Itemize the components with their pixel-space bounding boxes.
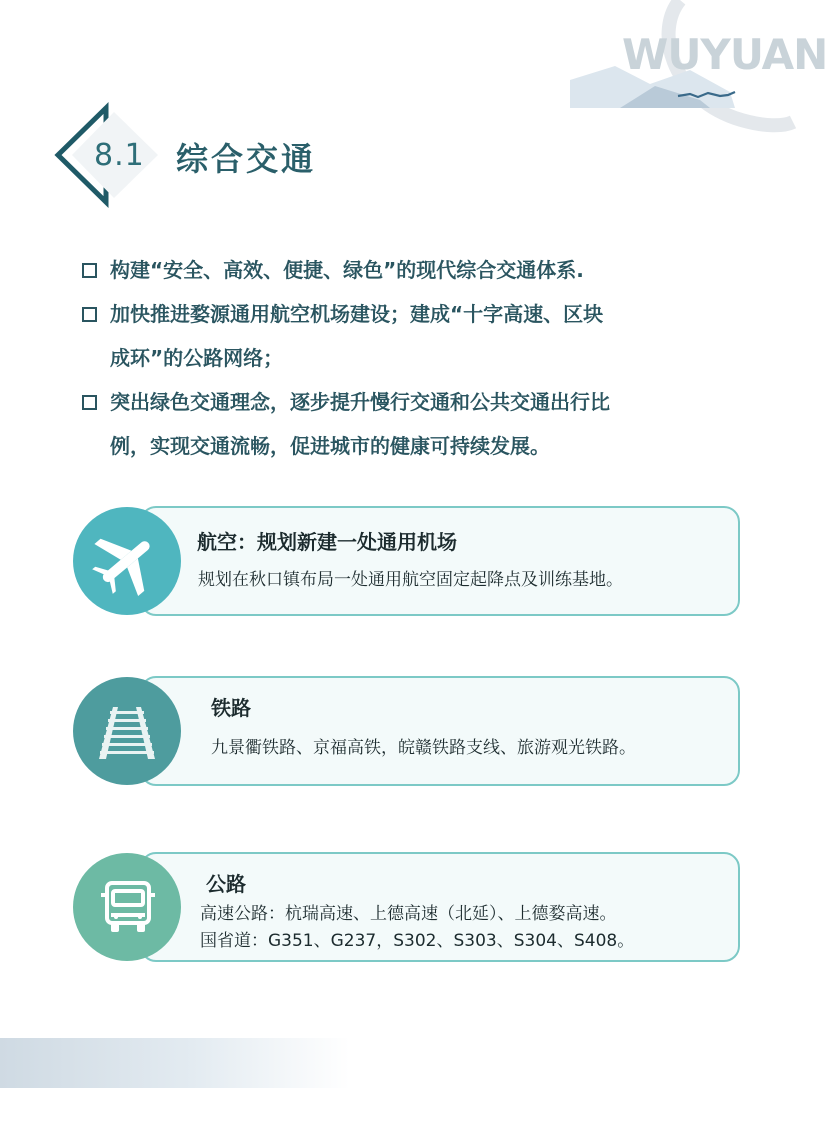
bullet-item [80,380,750,468]
airplane-icon [73,507,181,615]
card-description: 九景衢铁路、京福高铁，皖赣铁路支线、旅游观光铁路。 [211,738,636,758]
bullet-item [80,248,750,292]
card-title: 铁路 [211,696,251,720]
card-title: 航空：规划新建一处通用机场 [197,530,457,554]
bullet-text-line: 突出绿色交通理念，逐步提升慢行交通和公共交通出行比 [110,390,610,414]
square-bullet-icon [82,263,97,278]
card-aviation [70,506,740,618]
square-bullet-icon [82,307,97,322]
card-railway [70,676,740,788]
bullet-item [80,292,750,380]
bullet-text-line: 构建“安全、高效、便捷、绿色”的现代综合交通体系. [110,258,584,282]
brand-logo [560,0,827,140]
card-description: 高速公路：杭瑞高速、上德高速（北延）、上德婺高速。 [200,904,617,924]
card-title: 公路 [206,872,246,896]
card-highway [70,852,740,964]
bullet-list [80,248,750,468]
footer-decoration [0,1038,350,1088]
brand-wordmark: WUYUAN [622,30,827,79]
section-title: 综合交通 [176,140,317,178]
railway-icon [73,677,181,785]
square-bullet-icon [82,395,97,410]
card-description: 国省道：G351、G237，S302、S303、S304、S408。 [200,931,635,951]
card-frame [140,506,740,616]
bullet-text-line: 成环”的公路网络； [110,346,284,370]
bullet-text-line: 例，实现交通流畅，促进城市的健康可持续发展。 [110,434,550,458]
section-number: 8.1 [94,138,145,173]
bullet-text-line: 加快推进婺源通用航空机场建设；建成“十字高速、区块 [110,302,604,326]
card-description: 规划在秋口镇布局一处通用航空固定起降点及训练基地。 [198,570,623,590]
bus-icon [73,853,181,961]
